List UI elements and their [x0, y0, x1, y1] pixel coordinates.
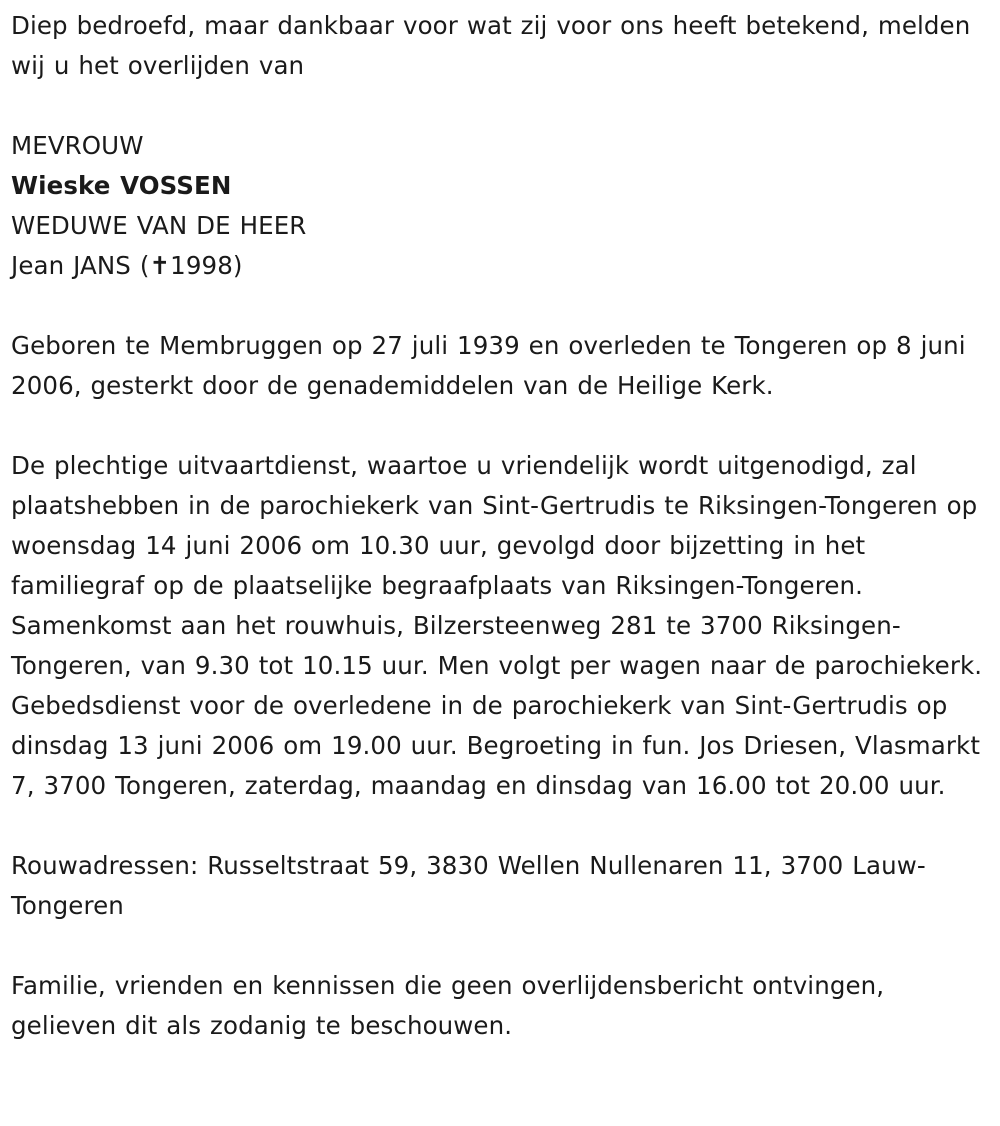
deceased-name: Wieske VOSSEN	[11, 171, 232, 200]
spouse-name: Jean JANS (	[11, 251, 150, 280]
spouse-line	[11, 246, 996, 286]
cross-icon: ✝	[149, 251, 171, 280]
obituary-notice	[11, 6, 996, 1086]
birth-death-paragraph: Geboren te Membruggen op 27 juli 1939 en overleden te Tongeren op 8 juni 2006, gesterkt door de genademiddelen van de Heilige Kerk.	[11, 331, 966, 400]
spouse-death-year: 1998)	[170, 251, 243, 280]
intro-paragraph: Diep bedroefd, maar dankbaar voor wat zij voor ons heeft betekend, melden wij u het overlijden van	[11, 11, 971, 80]
deceased-block	[11, 126, 996, 286]
deceased-relation: WEDUWE VAN DE HEER	[11, 211, 307, 240]
funeral-paragraph: De plechtige uitvaartdienst, waartoe u vriendelijk wordt uitgenodigd, zal plaatshebben in de parochiekerk van Sint-Gertrudis te Riksingen-Tongeren op woensdag 14 juni 2006 om 10.30 uur, gevolgd door bijzetting in het familiegraf op de plaatselijke begraafplaats van Riksingen-Tongeren. Samenkomst aan het rouwhuis, Bilzersteenweg 281 te 3700 Riksingen-Tongeren, van 9.30 tot 10.15 uur. Men volgt per wagen naar de parochiekerk. Gebedsdienst voor de overledene in de parochiekerk van Sint-Gertrudis op dinsdag 13 juni 2006 om 19.00 uur. Begroeting in fun. Jos Driesen, Vlasmarkt 7, 3700 Tongeren, zaterdag, maandag en dinsdag van 16.00 tot 20.00 uur.	[11, 451, 983, 800]
closing-paragraph: Familie, vrienden en kennissen die geen overlijdensbericht ontvingen, gelieven dit als zodanig te beschouwen.	[11, 971, 885, 1040]
addresses-paragraph: Rouwadressen: Russeltstraat 59, 3830 Wellen Nullenaren 11, 3700 Lauw-Tongeren	[11, 851, 926, 920]
deceased-title: MEVROUW	[11, 131, 144, 160]
